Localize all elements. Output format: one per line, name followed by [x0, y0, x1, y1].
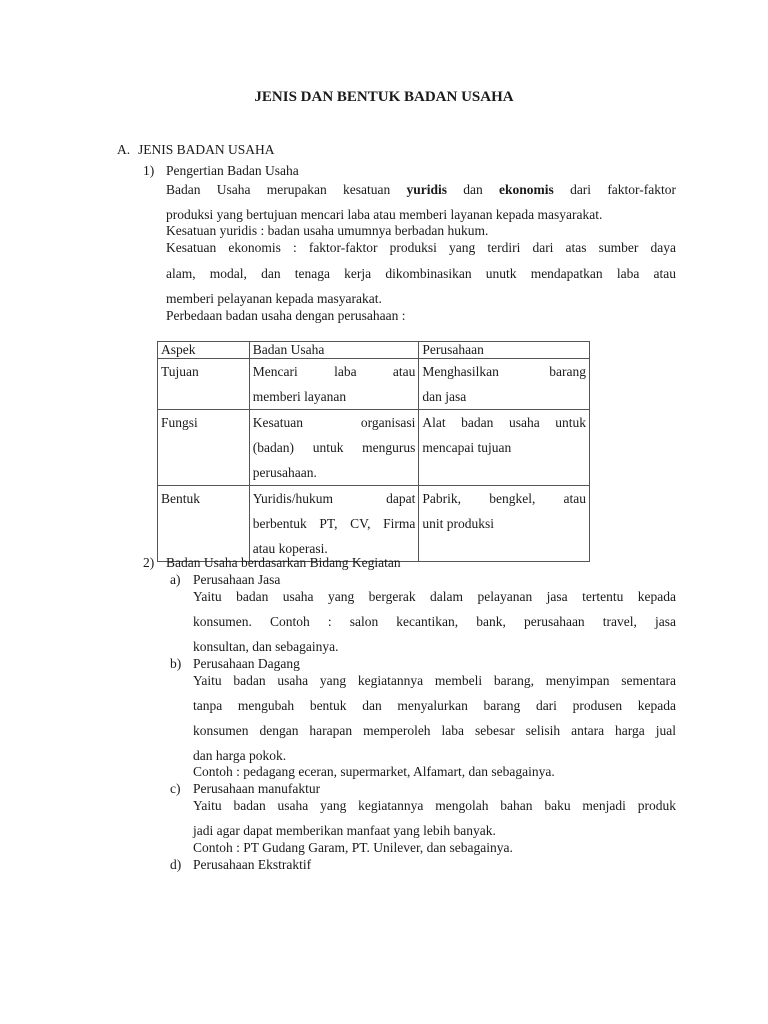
paragraph-line: [166, 182, 676, 198]
table-cell: [249, 486, 419, 562]
table-cell: [419, 486, 590, 562]
cell-line: dan jasa: [422, 389, 467, 404]
cell-line: mencapai tujuan: [422, 440, 512, 455]
table-cell: [419, 410, 590, 486]
paragraph-line: alam, modal, dan tenaga kerja dikombinasikan unutk mendapatkan laba atau: [166, 266, 676, 281]
list-marker: 1): [143, 163, 155, 178]
document-title: JENIS DAN BENTUK BADAN USAHA: [254, 89, 514, 105]
cell-line: Menghasilkan barang: [422, 364, 586, 379]
table-header-row: [158, 342, 590, 359]
table-header: Perusahaan: [419, 342, 590, 359]
paragraph-line: Contoh : pedagang eceran, supermarket, Alfamart, dan sebagainya.: [193, 764, 555, 779]
table-row: [158, 410, 590, 486]
list-marker: b): [170, 656, 182, 671]
comparison-table: [157, 341, 590, 562]
paragraph-line: jadi agar dapat memberikan manfaat yang lebih banyak.: [193, 823, 496, 838]
text: Badan Usaha merupakan kesatuan: [166, 182, 391, 197]
cell-line: perusahaan.: [252, 465, 317, 480]
paragraph-line: dan harga pokok.: [193, 748, 287, 763]
paragraph-line: produksi yang bertujuan mencari laba atau memberi layanan kepada masyarakat.: [166, 207, 603, 222]
cell-line: (badan) untuk mengurus: [252, 440, 416, 455]
cell-line: Alat badan usaha untuk: [422, 415, 586, 430]
table-cell: [249, 359, 419, 410]
paragraph-line: konsumen. Contoh : salon kecantikan, bank, perusahaan travel, jasa: [193, 614, 676, 629]
sub-heading: Perusahaan Jasa: [193, 572, 281, 587]
bold-term: ekonomis: [499, 182, 554, 197]
paragraph-line: Kesatuan yuridis : badan usaha umumnya berbadan hukum.: [166, 223, 489, 238]
paragraph-line: Yaitu badan usaha yang bergerak dalam pelayanan jasa tertentu kepada: [193, 589, 676, 604]
sub-heading: Perusahaan manufaktur: [193, 781, 321, 796]
cell-line: Mencari laba atau: [252, 364, 416, 379]
paragraph-line: konsultan, dan sebagainya.: [193, 639, 339, 654]
paragraph-line: Perbedaan badan usaha dengan perusahaan :: [166, 308, 406, 323]
cell-line: berbentuk PT, CV, Firma: [252, 516, 416, 531]
paragraph-line: konsumen dengan harapan memperoleh laba sebesar selisih antara harga jual: [193, 723, 676, 738]
paragraph-line: memberi pelayanan kepada masyarakat.: [166, 291, 382, 306]
cell-line: memberi layanan: [252, 389, 347, 404]
list-marker: d): [170, 857, 182, 872]
bold-term: yuridis: [406, 182, 447, 197]
table-header: Badan Usaha: [249, 342, 419, 359]
sub-heading: Perusahaan Dagang: [193, 656, 300, 671]
cell-line: Pabrik, bengkel, atau: [422, 491, 586, 506]
table-cell: [419, 359, 590, 410]
table-cell: Fungsi: [158, 410, 250, 486]
section-heading: JENIS BADAN USAHA: [138, 142, 275, 157]
paragraph-line: Yaitu badan usaha yang kegiatannya mengolah bahan baku menjadi produk: [193, 798, 676, 813]
text: dan: [463, 182, 483, 197]
table-row: [158, 486, 590, 562]
sub-heading: Perusahaan Ekstraktif: [193, 857, 312, 872]
paragraph-line: Contoh : PT Gudang Garam, PT. Unilever, dan sebagainya.: [193, 840, 513, 855]
paragraph-line: Kesatuan ekonomis : faktor-faktor produksi yang terdiri dari atas sumber daya: [166, 240, 676, 255]
paragraph-line: Yaitu badan usaha yang kegiatannya membeli barang, menyimpan sementara: [193, 673, 676, 688]
list-marker: c): [170, 781, 181, 796]
list-marker: a): [170, 572, 181, 587]
table-cell: [249, 410, 419, 486]
table-row: [158, 359, 590, 410]
cell-line: atau koperasi.: [252, 541, 328, 556]
table-cell: Bentuk: [158, 486, 250, 562]
subsection-heading: Badan Usaha berdasarkan Bidang Kegiatan: [166, 555, 401, 570]
table-header: Aspek: [158, 342, 250, 359]
list-marker: 2): [143, 555, 155, 570]
text: dari faktor-faktor: [570, 182, 677, 197]
section-marker: A.: [117, 142, 131, 157]
cell-line: unit produksi: [422, 516, 495, 531]
cell-line: Yuridis/hukum dapat: [252, 491, 416, 506]
paragraph-line: tanpa mengubah bentuk dan menyalurkan barang dari produsen kepada: [193, 698, 676, 713]
cell-line: Kesatuan organisasi: [252, 415, 416, 430]
table-cell: Tujuan: [158, 359, 250, 410]
subsection-heading: Pengertian Badan Usaha: [166, 163, 299, 178]
